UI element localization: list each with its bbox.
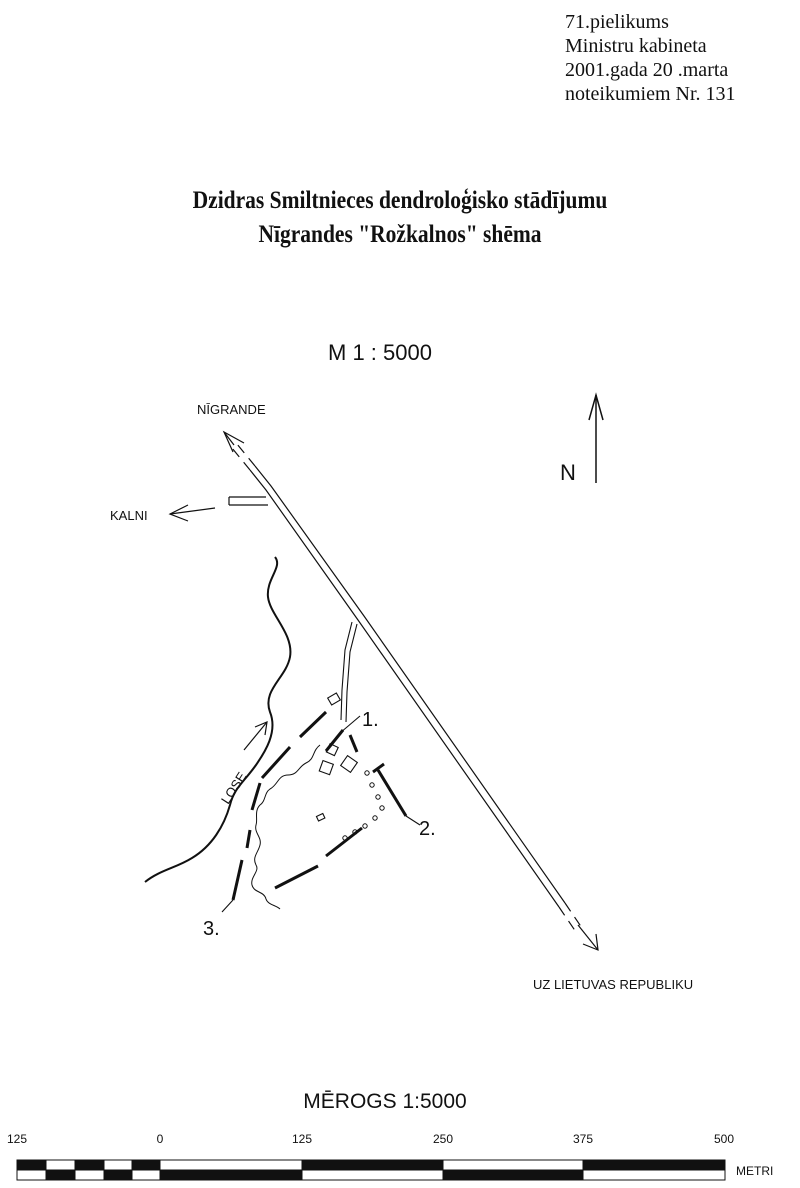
label-kalni: KALNI xyxy=(110,508,148,523)
side-road-kalni xyxy=(229,497,268,505)
scale-tick-label: 375 xyxy=(572,1132,594,1146)
scale-bar xyxy=(17,1160,725,1180)
scale-tick-label: 125 xyxy=(6,1132,28,1146)
scale-bar-unit: METRI xyxy=(736,1164,774,1178)
scale-tick-label: 125 xyxy=(291,1132,313,1146)
label-nigrande: NĪGRANDE xyxy=(197,402,266,417)
appendix-line-4: noteikumiem Nr. 131 xyxy=(565,83,736,105)
tree-circles xyxy=(343,771,384,840)
appendix-line-3: 2001.gada 20 .marta xyxy=(565,59,729,81)
arrow-lithuania-icon xyxy=(578,925,598,950)
arrow-kalni-icon xyxy=(170,505,215,521)
label-lose: LOSE xyxy=(217,769,250,807)
point-label-1: 1. xyxy=(362,709,379,731)
label-lithuania: UZ LIETUVAS REPUBLIKU xyxy=(533,977,694,992)
appendix-line-2: Ministru kabineta xyxy=(565,35,707,57)
point-label-2: 2. xyxy=(419,818,436,840)
scale-tick-label: 250 xyxy=(432,1132,454,1146)
scale-bar-title: MĒROGS 1:5000 xyxy=(303,1090,467,1113)
river-lose xyxy=(145,557,290,882)
main-road-dashed-ends xyxy=(232,444,584,935)
tree-cluster-outline xyxy=(252,745,320,909)
farm-buildings xyxy=(316,693,357,821)
north-label: N xyxy=(560,460,576,485)
scale-tick-label: 500 xyxy=(713,1132,735,1146)
point-label-3: 3. xyxy=(203,918,220,940)
scale-tick-label: 0 xyxy=(156,1132,164,1146)
title-line-2: Nīgrandes "Rožkalnos" shēma xyxy=(258,221,542,248)
river-flow-arrow-icon xyxy=(244,722,267,750)
appendix-line-1: 71.pielikums xyxy=(565,11,669,33)
map-scale-label: M 1 : 5000 xyxy=(328,340,432,365)
main-road xyxy=(250,466,565,907)
north-arrow-icon xyxy=(589,395,603,483)
scale-bar-ticks xyxy=(7,1132,734,1146)
title-line-1: Dzidras Smiltnieces dendroloģisko stādījumu xyxy=(192,187,608,214)
access-lane xyxy=(341,622,357,722)
